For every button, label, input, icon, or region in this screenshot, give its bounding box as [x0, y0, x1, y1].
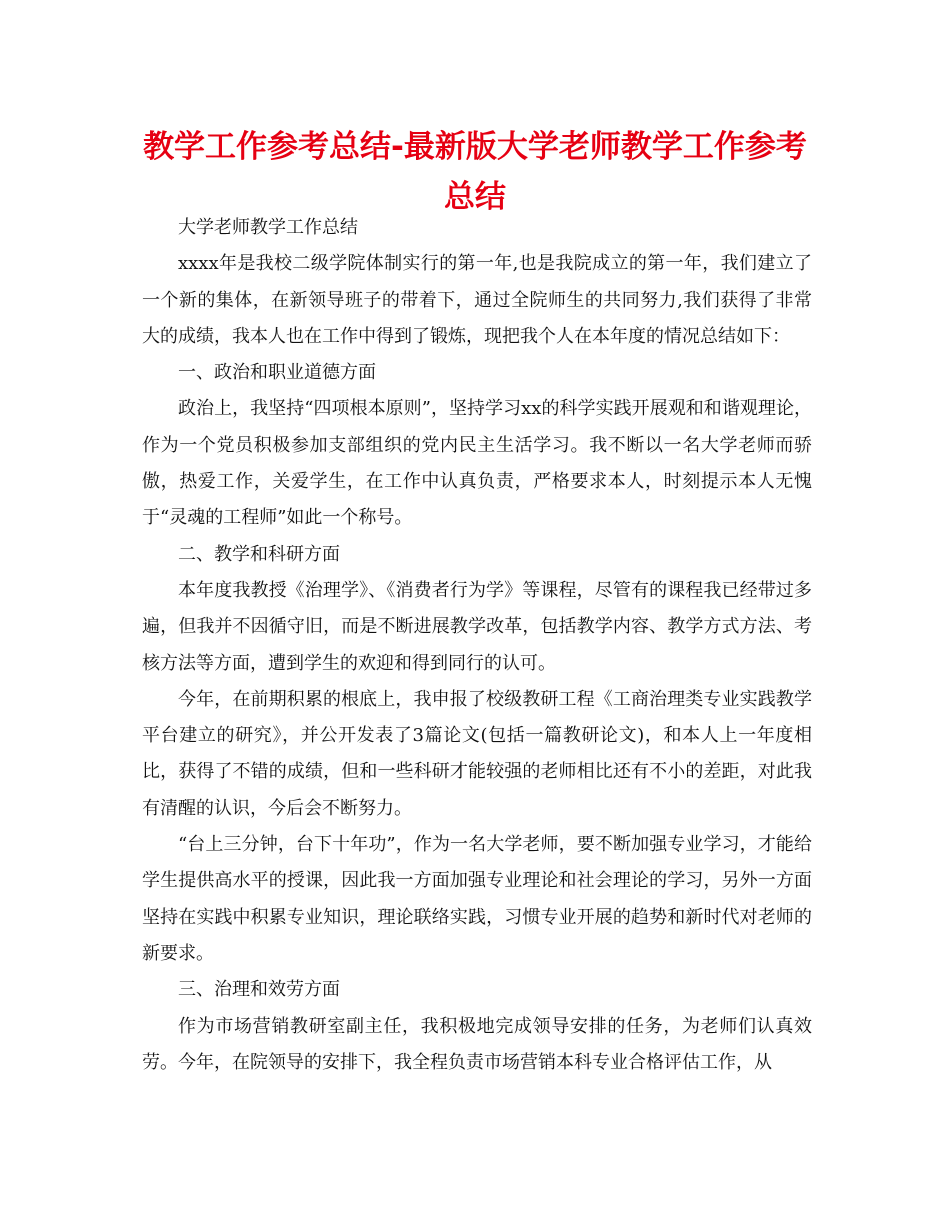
section-heading-management: 三、治理和效劳方面 — [178, 979, 340, 1001]
study-paragraph: “台上三分钟，台下十年功”，作为一名大学老师，要不断加强专业学习，才能给学生提供高水平的授课，因此我一方面加强专业理论和社会理论的学习，另外一方面坚持在实践中积累专业知识，理论联络实践，习惯专业开展的趋势和新时代对老师的新要求。 — [142, 834, 812, 964]
section-heading-politics: 一、政治和职业道德方面 — [178, 362, 376, 384]
intro-paragraph: xxxx年是我校二级学院体制实行的第一年,也是我院成立的第一年，我们建立了一个新的集体，在新领导班子的带着下，通过全院师生的共同努力,我们获得了非常大的成绩，我本人也在工作中得到了锻炼，现把我个人在本年度的情况总结如下： — [142, 253, 812, 347]
teaching-paragraph: 本年度我教授《治理学》、《消费者行为学》等课程，尽管有的课程我已经带过多遍，但我并不因循守旧，而是不断进展教学改革，包括教学内容、教学方式方法、考核方法等方面，遭到学生的欢迎和得到同行的认可。 — [142, 579, 812, 674]
research-paragraph: 今年，在前期积累的根底上，我申报了校级教研工程《工商治理类专业实践教学平台建立的研究》，并公开发表了3篇论文(包括一篇教研论文)，和本人上一年度相比，获得了不错的成绩，但和一些科研才能较强的老师相比还有不小的差距，对此我有清醒的认识，今后会不断努力。 — [142, 688, 812, 819]
section-heading-teaching: 二、教学和科研方面 — [178, 543, 340, 565]
document-body — [142, 210, 812, 1081]
management-paragraph: 作为市场营销教研室副主任，我积极地完成领导安排的任务，为老师们认真效劳。今年，在院领导的安排下，我全程负责市场营销本科专业合格评估工作，从 — [142, 1015, 812, 1073]
politics-paragraph: 政治上，我坚持“四项根本原则”，坚持学习xx的科学实践开展观和和谐观理论，作为一个党员积极参加支部组织的党内民主生活学习。我不断以一名大学老师而骄傲，热爱工作，关爱学生，在工作中认真负责，严格要求本人，时刻提示本人无愧于“灵魂的工程师”如此一个称号。 — [142, 398, 812, 529]
subtitle-paragraph: 大学老师教学工作总结 — [178, 217, 358, 238]
document-title: 教学工作参考总结-最新版大学老师教学工作参考总结 — [143, 129, 807, 215]
